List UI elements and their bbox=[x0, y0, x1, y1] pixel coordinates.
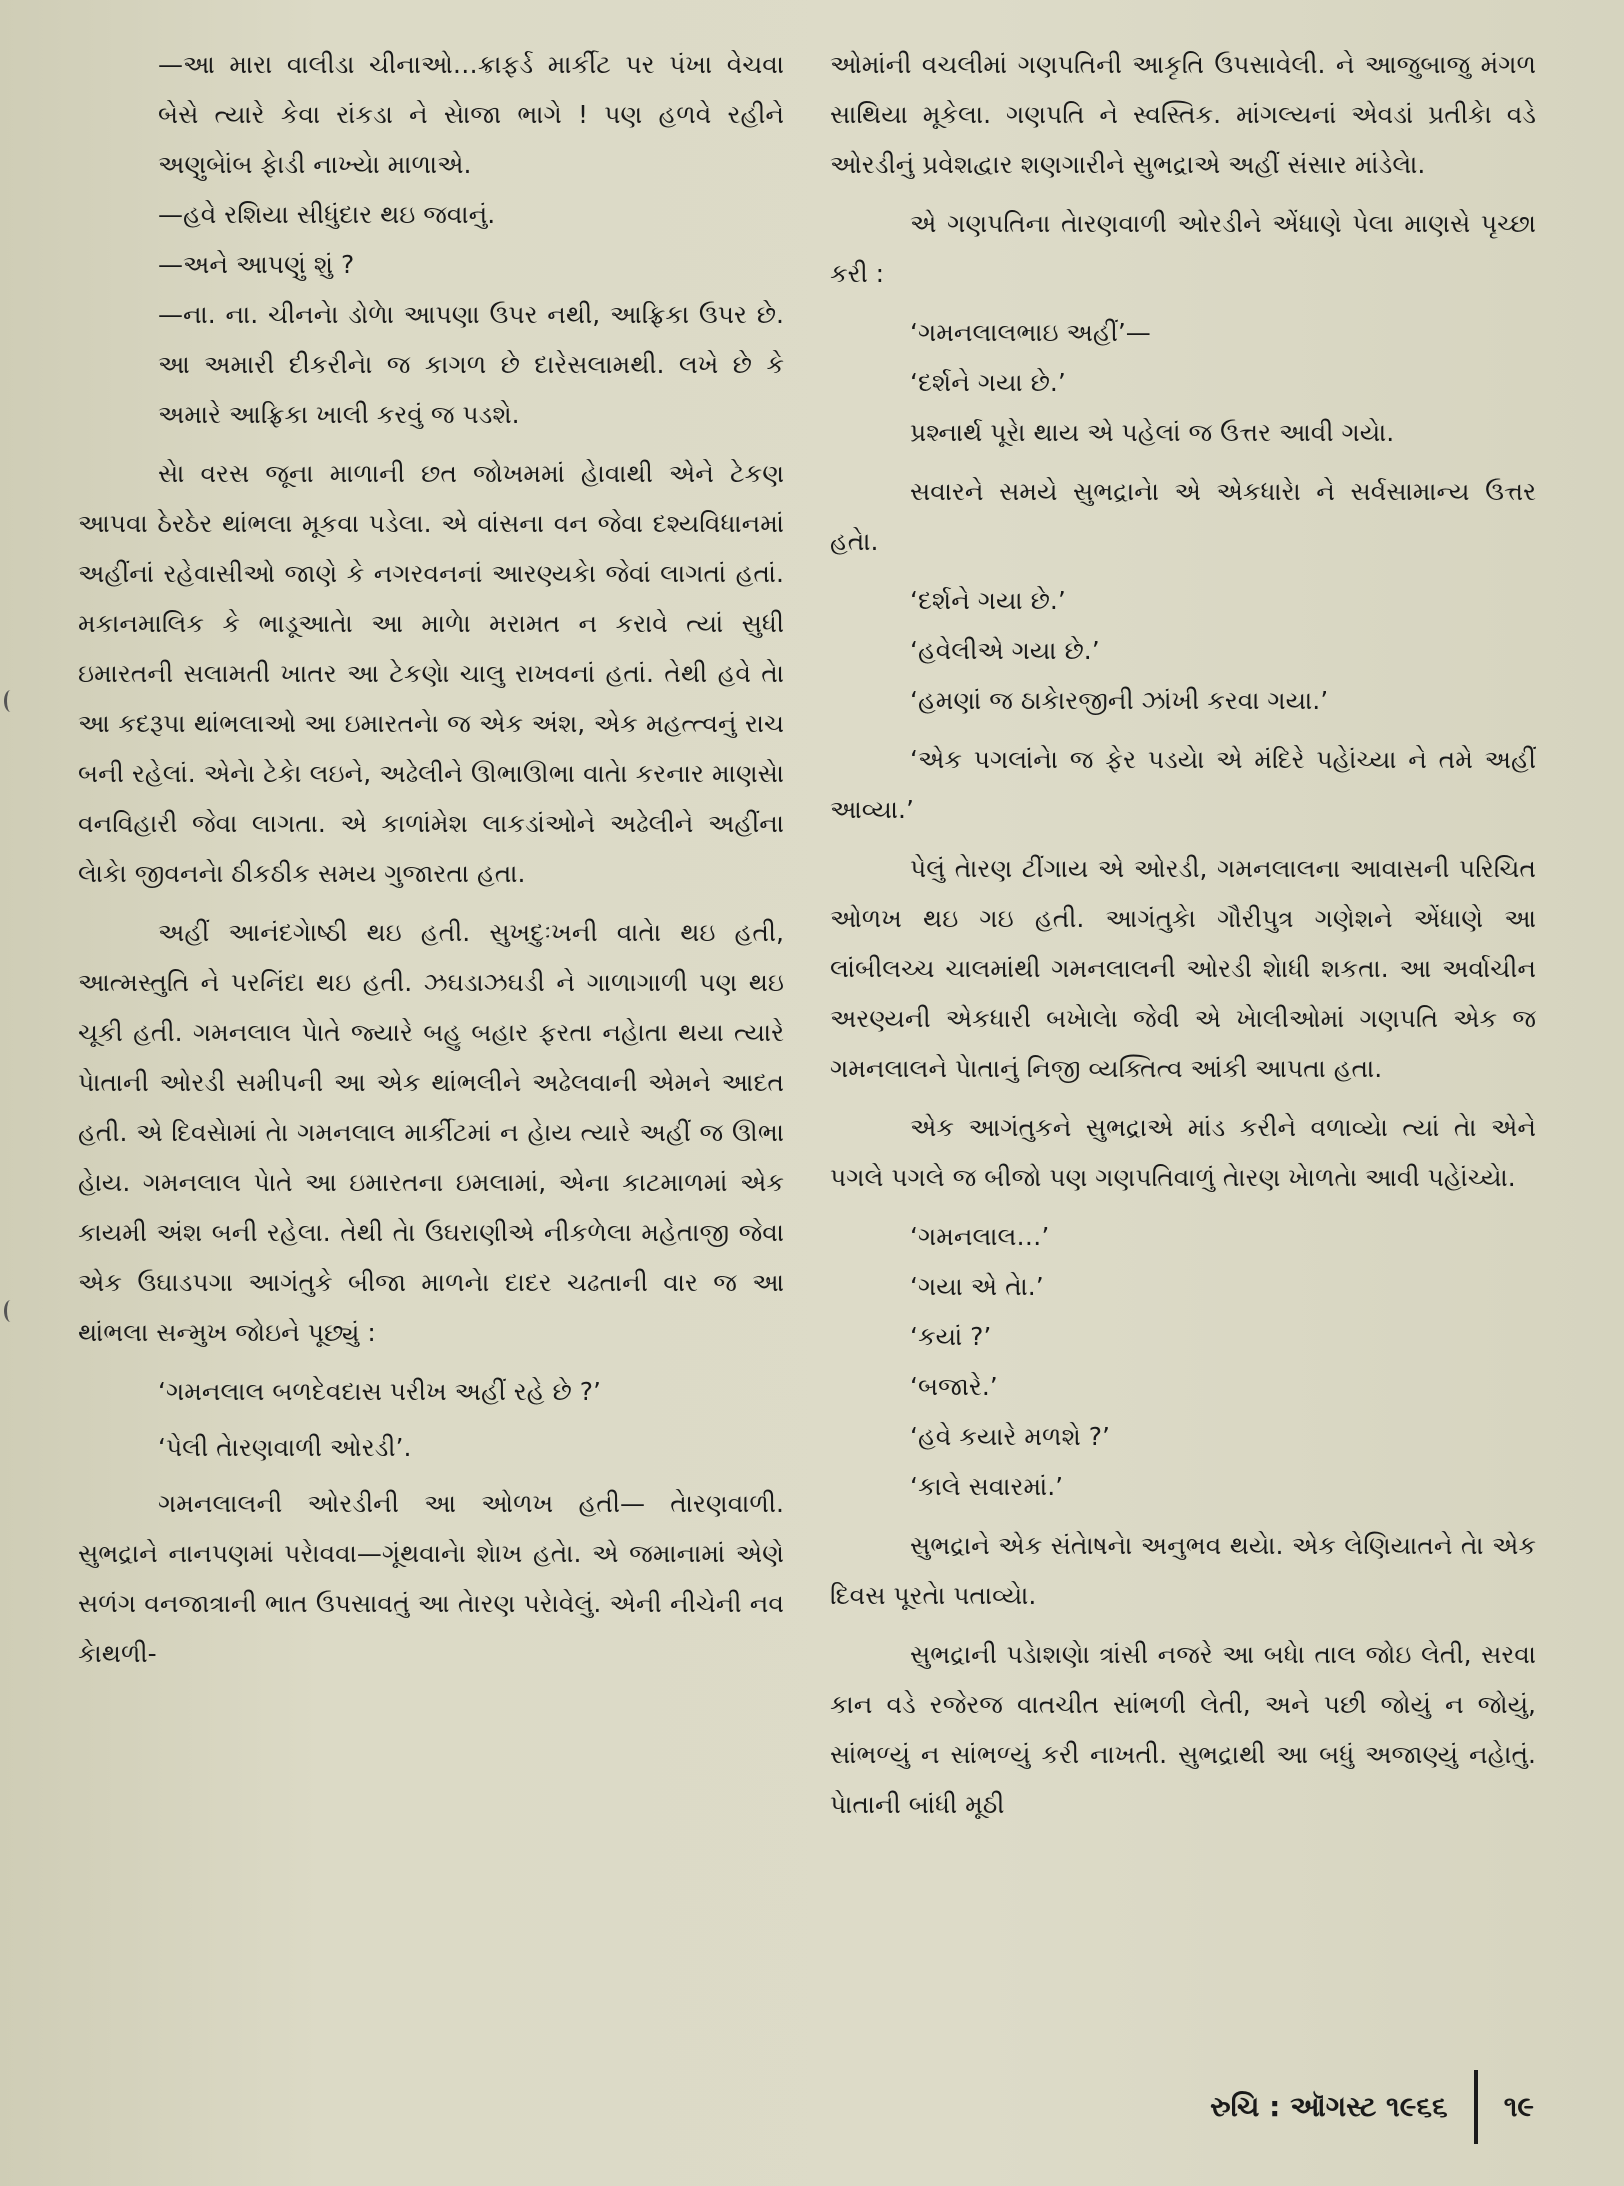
dialogue-line: ‘હવેલીએ ગયા છે.’ bbox=[910, 636, 1100, 665]
dialogue-line: ‘કાલે સવારમાં.’ bbox=[910, 1472, 1064, 1501]
paragraph: અહીં આનંદગેાષ્ઠી થઇ હતી. સુખદુઃખની વાતેા થઇ હતી, આત્મસ્તુતિ ને પરનિંદા થઇ હતી. ઝઘડાઝઘડી ને ગાળાગાળી પણ થઇ ચૂકી હતી. ગમનલાલ પેાતે જ્યારે બહુ બહાર ફરતા નહેાતા થયા ત્યારે પેાતાની ઓરડી સમીપની આ એક થાંભલીને અઢેલવાની એમને આદત હતી. એ દિવસેામાં તેા ગમનલાલ માર્કીટમાં ન હેાય ત્યારે અહીં જ ઊભા હેાય. ગમનલાલ પેાતે આ ઇમારતના ઇમલામાં, એના કાટમાળમાં એક કાયમી અંશ બની રહેલા. તેથી તેા ઉઘરાણીએ નીકળેલા મહેતાજી જેવા એક ઉઘાડપગા આગંતુકે બીજા માળનેા દાદર ચઢતાની વાર જ આ થાંભલા સન્મુખ જોઇને પૂછ્યું : bbox=[78, 918, 784, 1347]
dialogue-line: —અને આપણું શું ? bbox=[158, 250, 355, 279]
dialogue-line: ‘હમણાં જ ઠાકેારજીની ઝાંખી કરવા ગયા.’ bbox=[910, 686, 1329, 715]
page-footer bbox=[1210, 2070, 1534, 2144]
paragraph: સુભદ્રાને એક સંતેાષનેા અનુભવ થયેા. એક લેણિયાતને તેા એક દિવસ પૂરતેા પતાવ્યેા. bbox=[830, 1531, 1536, 1610]
paragraph: સેા વરસ જૂના માળાની છત જોખમમાં હેાવાથી એને ટેકણ આપવા ઠેરઠેર થાંભલા મૂકવા પડેલા. એ વાંસના વન જેવા દશ્યવિધાનમાં અહીંનાં રહેવાસીઓ જાણે કે નગરવનનાં આરણ્યકેા જેવાં લાગતાં હતાં. મકાનમાલિક કે ભાડૂઆતેા આ માળેા મરામત ન કરાવે ત્યાં સુધી ઇમારતની સલામતી ખાતર આ ટેકણેા ચાલુ રાખવનાં હતાં. તેથી હવે તેા આ કદરૂપા થાંભલાઓ આ ઇમારતનેા જ એક અંશ, એક મહત્ત્વનું રાચ બની રહેલાં. એનેા ટેકેા લઇને, અઢેલીને ઊભાઊભા વાતેા કરનાર માણસેા વનવિહારી જેવા લાગતા. એ કાળાંમેશ લાકડાંઓને અઢેલીને અહીંના લેાકેા જીવનનેા ઠીકઠીક સમય ગુજારતા હતા. bbox=[78, 459, 784, 888]
dialogue-line: ‘ગયા એ તેા.’ bbox=[910, 1272, 1044, 1301]
left-column bbox=[78, 40, 784, 1688]
dialogue-line: —હવે રશિયા સીધુંદાર થઇ જવાનું. bbox=[158, 200, 496, 229]
punch-hole-mark bbox=[4, 690, 17, 712]
paragraph: ‘એક પગલાંનેા જ ફેર પડયેા એ મંદિરે પહેાંચ્યા ને તમે અહીં આવ્યા.’ bbox=[830, 745, 1536, 824]
dialogue-line: ‘ગમનલાલભાઇ અહીં’— bbox=[910, 318, 1151, 347]
paragraph: સવારને સમયે સુભદ્રાનેા એ એકધારેા ને સર્વસામાન્ય ઉત્તર હતેા. bbox=[830, 477, 1536, 556]
paragraph: સુભદ્રાની પડેાશણેા ત્રાંસી નજરે આ બધેા તાલ જોઇ લેતી, સરવા કાન વડે રજેરજ વાતચીત સાંભળી લેતી, અને પછી જોયું ન જોયું, સાંભળ્યું ન સાંભળ્યું કરી નાખતી. સુભદ્રાથી આ બધું અજાણ્યું નહેાતું. પેાતાની બાંધી મૂઠી bbox=[830, 1640, 1536, 1819]
paragraph: ગમનલાલની ઓરડીની આ ઓળખ હતી— તેારણવાળી. સુભદ્રાને નાનપણમાં પરેાવવા—ગૂંથવાનેા શેાખ હતેા. એ જમાનામાં એણે સળંગ વનજાત્રાની ભાત ઉપસાવતું આ તેારણ પરેાવેલું. એની નીચેની નવ કેાથળી- bbox=[78, 1489, 784, 1668]
magazine-issue-label: રુચિ : ઑગસ્ટ ૧૯૬૬ bbox=[1210, 2090, 1448, 2123]
dialogue-line: —આ મારા વાલીડા ચીનાઓ…ક્રાફર્ડ માર્કીટ પર પંખા વેચવા બેસે ત્યારે કેવા રાંકડા ને સેાજા ભાગે ! પણ હળવે રહીને અણુબેાંબ ફેાડી નાખ્યેા માળાએ. bbox=[158, 50, 784, 179]
dialogue-line: —ના. ના. ચીનનેા ડોળેા આપણા ઉપર નથી, આફ્રિકા ઉપર છે. આ અમારી દીકરીનેા જ કાગળ છે દારેસલામથી. લખે છે કે અમારે આફ્રિકા ખાલી કરવું જ પડશે. bbox=[158, 300, 784, 429]
dialogue-line: ‘હવે કયારે મળશે ?’ bbox=[910, 1422, 1110, 1451]
dialogue-line: ‘કયાં ?’ bbox=[910, 1322, 992, 1351]
footer-divider bbox=[1474, 2070, 1478, 2144]
dialogue-line: ‘ગમનલાલ…’ bbox=[910, 1222, 1050, 1251]
paragraph: એ ગણપતિના તેારણવાળી ઓરડીને એંધાણે પેલા માણસે પૃચ્છા કરી : bbox=[830, 209, 1536, 288]
paragraph: એક આગંતુકને સુભદ્રાએ માંડ કરીને વળાવ્યેા ત્યાં તેા એને પગલે પગલે જ બીજો પણ ગણપતિવાળું તેારણ ખેાળતેા આવી પહેાંચ્યેા. bbox=[830, 1113, 1536, 1192]
dialogue-line: ‘બજારે.’ bbox=[910, 1372, 998, 1401]
quoted-line: ‘પેલી તેારણવાળી ઓરડી’. bbox=[158, 1433, 412, 1462]
page-number: ૧૯ bbox=[1503, 2090, 1534, 2123]
dialogue-line: ‘દર્શને ગયા છે.’ bbox=[910, 586, 1066, 615]
paragraph-continuation: ઓમાંની વચલીમાં ગણપતિની આકૃતિ ઉપસાવેલી. ને આજુબાજુ મંગળ સાથિયા મૂકેલા. ગણપતિ ને સ્વસ્તિક. માંગલ્યનાં એવડાં પ્રતીકેા વડે ઓરડીનું પ્રવેશદ્વાર શણગારીને સુભદ્રાએ અહીં સંસાર માંડેલેા. bbox=[830, 50, 1536, 179]
paragraph: પેલું તેારણ ટીંગાય એ ઓરડી, ગમનલાલના આવાસની પરિચિત ઓળખ થઇ ગઇ હતી. આગંતુકેા ગૌરીપુત્ર ગણેશને એંધાણે આ લાંબીલચ્ચ ચાલમાંથી ગમનલાલની ઓરડી શેાધી શકતા. આ અર્વાચીન અરણ્યની એકધારી બખેાલેા જેવી એ ખેાલીઓમાં ગણપતિ એક જ ગમનલાલને પેાતાનું નિજી વ્યક્તિત્વ આંકી આપતા હતા. bbox=[830, 854, 1536, 1083]
punch-hole-mark bbox=[4, 1300, 17, 1322]
dialogue-line: ‘દર્શને ગયા છે.’ bbox=[910, 368, 1066, 397]
paragraph: પ્રશ્નાર્થ પૂરેા થાય એ પહેલાં જ ઉત્તર આવી ગયેા. bbox=[910, 418, 1395, 447]
right-column bbox=[830, 40, 1536, 1839]
quoted-line: ‘ગમનલાલ બળદેવદાસ પરીખ અહીં રહે છે ?’ bbox=[158, 1377, 601, 1406]
